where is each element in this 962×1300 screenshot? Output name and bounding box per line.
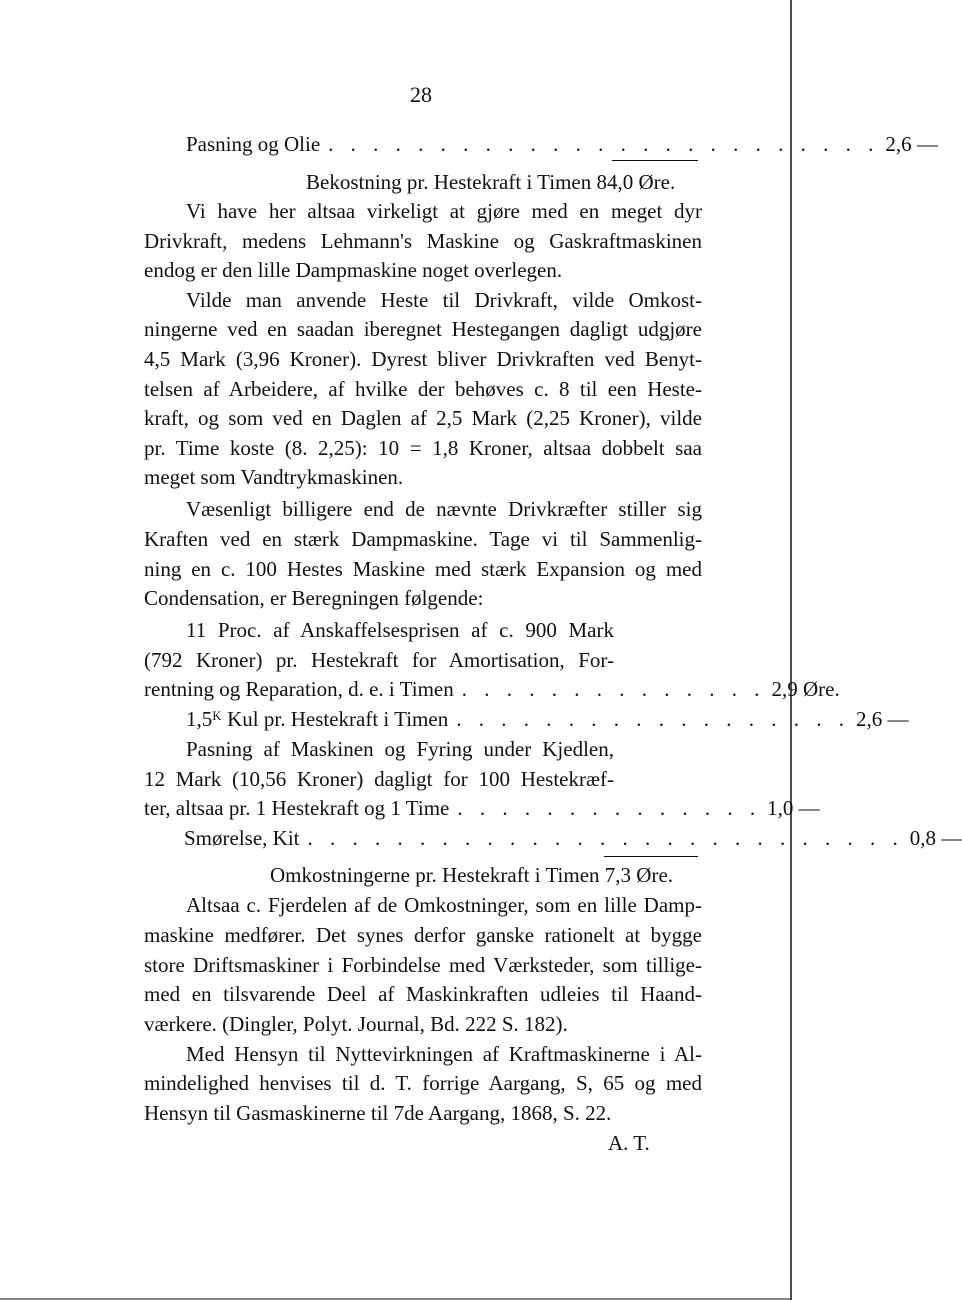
cost-item-text: (792 Kroner) pr. Hestekraft for Amortisation, For- [144,648,614,672]
text-line: endog er den lille Dampmaskine noget overlegen. [144,258,563,282]
cost-item-text: 11 Proc. af Anskaffelsesprisen af c. 900 Mark [186,618,614,642]
row-value: 1,0 — [767,796,820,820]
row-value: 2,9 Øre. [771,677,840,701]
text-line: 4,5 Mark (3,96 Kroner). Dyrest bliver Drivkraften ved Benyt- [144,347,702,371]
text-line: maskine medfører. Det synes derfor ganske rationelt at bygge [144,923,702,947]
leader-dots: . . . . . . . . . . . . . . . . . . [456,707,850,731]
leader-dots: . . . . . . . . . . . . . . [461,677,766,701]
row-label: Pasning og Olie [186,132,321,156]
sum-rule [612,160,698,161]
text-line: store Driftsmaskiner i Forbindelse med Værksteder, som tillige- [144,953,702,977]
text-line: Drivkraft, medens Lehmann's Maskine og Gaskraftmaskinen [144,229,702,253]
row-label: Smørelse, Kit [184,826,300,850]
text-line: Vi have her altsaa virkeligt at gjøre med en meget dyr [186,199,702,223]
row-label: 1,5ᴷ Kul pr. Hestekraft i Timen [186,707,449,731]
text-line: Væsenligt billigere end de nævnte Drivkræfter stiller sig [186,497,702,521]
page-number: 28 [410,82,432,107]
cost-row-pasning-olie [186,131,938,157]
cost-row-amortisation [144,676,840,702]
row-label: rentning og Reparation, d. e. i Timen [144,677,454,701]
text-line: værkere. (Dingler, Polyt. Journal, Bd. 222 S. 182). [144,1012,568,1036]
leader-dots: . . . . . . . . . . . . . . . . . . . . . . . . . [328,132,880,156]
cost-row-smoerelse [184,825,962,851]
text-line: Vilde man anvende Heste til Drivkraft, vilde Omkost- [186,288,702,312]
row-label: ter, altsaa pr. 1 Hestekraft og 1 Time [144,796,450,820]
page-edge-right [790,0,792,1300]
signature: A. T. [608,1131,650,1155]
text-line: Altsaa c. Fjerdelen af de Omkostninger, som en lille Damp- [186,893,702,917]
cost-item-text: Pasning af Maskinen og Fyring under Kjedlen, [186,737,614,761]
leader-dots: . . . . . . . . . . . . . . [457,796,762,820]
text-line: Condensation, er Beregningen følgende: [144,586,484,610]
text-line: Kraften ved en stærk Dampmaskine. Tage vi til Sammenlig- [144,527,702,551]
text-line: Med Hensyn til Nyttevirkningen af Kraftmaskinerne i Al- [186,1042,702,1066]
total-line-2: Omkostningerne pr. Hestekraft i Timen 7,3 Øre. [270,863,674,887]
text-line: Hensyn til Gasmaskinerne til 7de Aargang, 1868, S. 22. [144,1101,612,1125]
text-line: kraft, og som ved en Daglen af 2,5 Mark (2,25 Kroner), vilde [144,406,702,430]
cost-item-text: 12 Mark (10,56 Kroner) dagligt for 100 Hestekræf- [144,767,614,791]
text-line: telsen af Arbeidere, af hvilke der behøves c. 8 til een Heste- [144,377,702,401]
text-line: med en tilsvarende Deel af Maskinkraften udleies til Haand- [144,982,702,1006]
text-line: meget som Vandtrykmaskinen. [144,465,404,489]
leader-dots: . . . . . . . . . . . . . . . . . . . . . . . . . . . [307,826,904,850]
row-value: 2,6 — [885,132,938,156]
row-value: 0,8 — [909,826,962,850]
cost-row-kul [186,706,909,732]
text-line: ning en c. 100 Hestes Maskine med stærk Expansion og med [144,557,702,581]
total-line-1: Bekostning pr. Hestekraft i Timen 84,0 Øre. [306,170,676,194]
cost-row-pasning-fyring [144,795,820,821]
row-value: 2,6 — [855,707,909,731]
text-line: pr. Time koste (8. 2,25): 10 = 1,8 Kroner, altsaa dobbelt saa [144,436,702,460]
sum-rule [604,856,698,857]
text-line: ningerne ved en saadan iberegnet Hestegangen dagligt udgjøre [144,317,702,341]
text-line: mindelighed henvises til d. T. forrige Aargang, S, 65 og med [144,1071,702,1095]
